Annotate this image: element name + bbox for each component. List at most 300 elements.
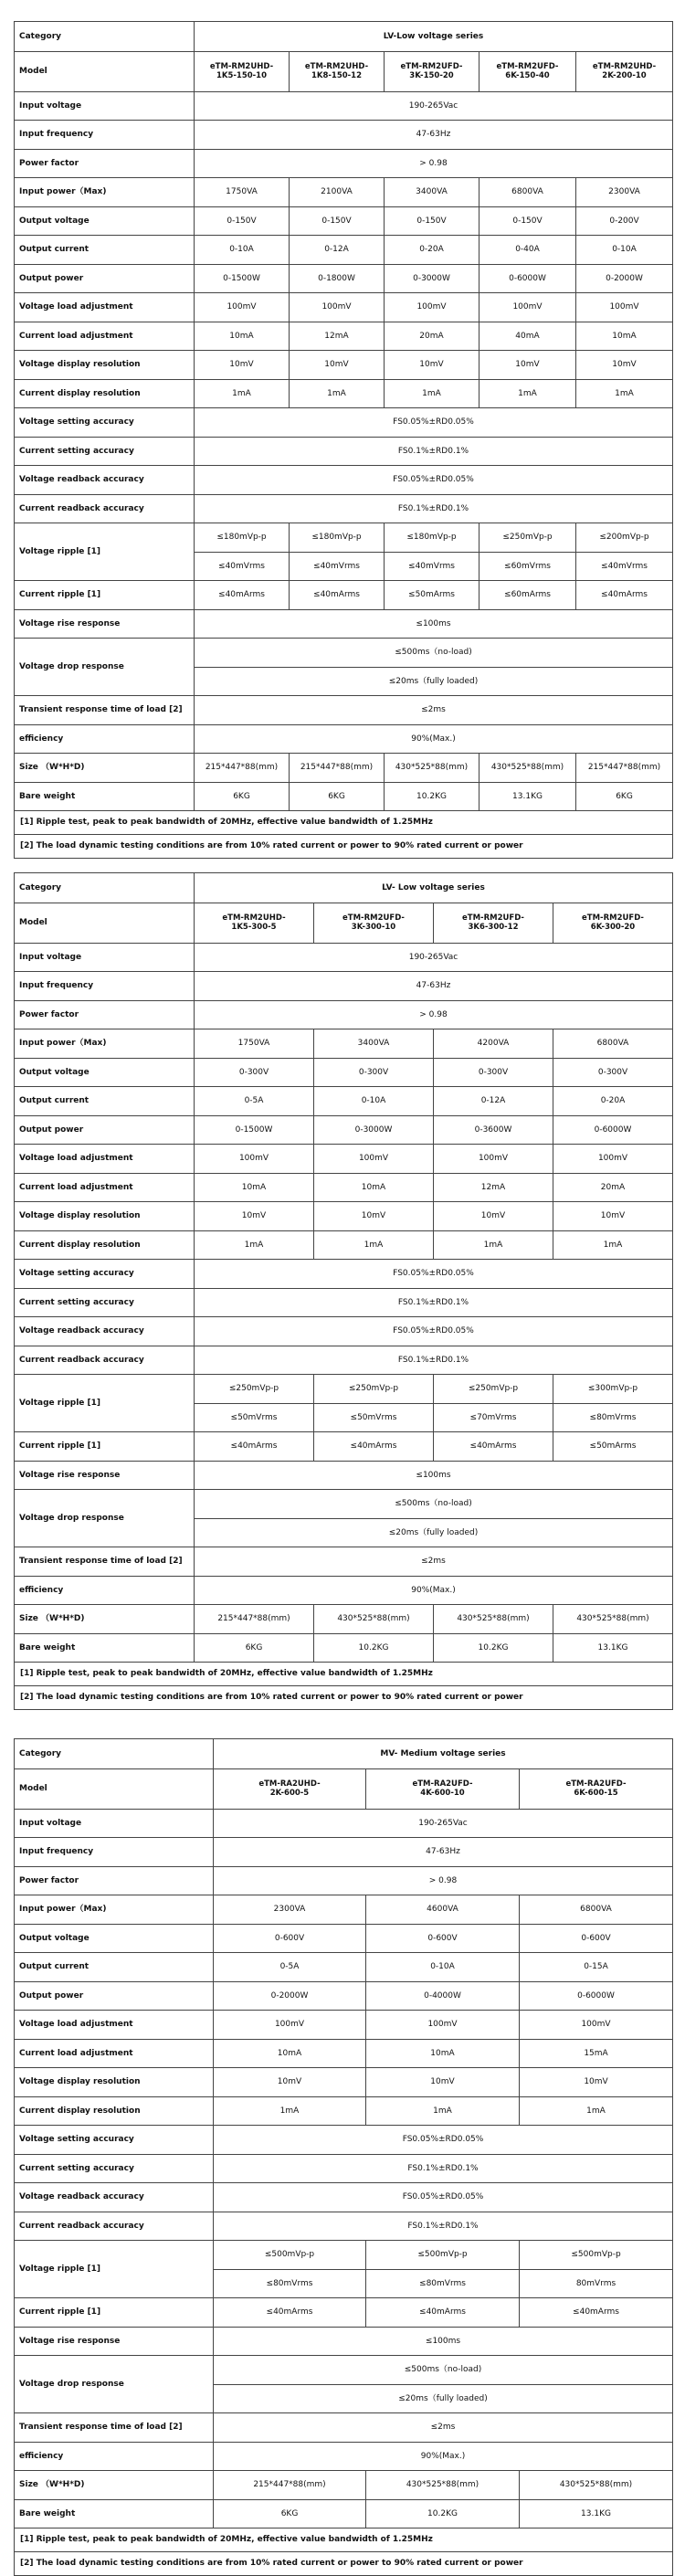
spec-label: Transient response time of load [2] <box>15 1547 195 1577</box>
spec-label: Input power（Max) <box>15 178 195 207</box>
spec-label: Power factor <box>15 150 195 178</box>
spec-value: 0-12A <box>434 1087 553 1116</box>
spec-value: ≤60mVrms <box>480 553 576 581</box>
model-name: eTM-RM2UFD- 3K6-300-12 <box>434 903 553 944</box>
spec-label: Current setting accuracy <box>15 2155 214 2183</box>
spec-value: 90%(Max.) <box>195 725 673 754</box>
spec-label: Current ripple [1] <box>15 1432 195 1462</box>
spec-label: Output current <box>15 1953 214 1982</box>
spec-value: 0-3600W <box>434 1116 553 1145</box>
spec-value: ≤20ms（fully loaded) <box>195 668 673 696</box>
spec-row-voltage-display-resolution <box>15 351 673 380</box>
spec-value: ≤500ms（no-load) <box>214 2356 673 2385</box>
spec-value: FS0.1%±RD0.1% <box>214 2212 673 2241</box>
spec-value: 40mA <box>480 322 576 351</box>
spec-value: ≤40mArms <box>195 1432 314 1462</box>
spec-row-voltage-load-adjustment <box>15 293 673 322</box>
spec-value: 12mA <box>290 322 385 351</box>
spec-value: FS0.05%±RD0.05% <box>195 1260 673 1289</box>
spec-label: Voltage rise response <box>15 2328 214 2356</box>
spec-value: 10mV <box>214 2068 366 2097</box>
spec-value: 0-150V <box>290 207 385 236</box>
spec-table-lv-150v <box>14 21 673 859</box>
spec-label: Voltage readback accuracy <box>15 1317 195 1346</box>
spec-value: 1mA <box>576 380 673 408</box>
model-name: eTM-RM2UFD- 3K-300-10 <box>314 903 434 944</box>
spec-value: 15mA <box>520 2040 673 2068</box>
spec-value: 1mA <box>385 380 480 408</box>
spec-value: ≤100ms <box>195 610 673 639</box>
spec-value: 1mA <box>195 1231 314 1260</box>
spec-value: ≤40mArms <box>576 581 673 610</box>
spec-value: 10mA <box>195 322 290 351</box>
spec-row-output-current <box>15 236 673 265</box>
spec-label: Output power <box>15 1116 195 1145</box>
spec-value: 100mV <box>434 1145 553 1174</box>
spec-label: Current display resolution <box>15 1231 195 1260</box>
spec-label: Size （W*H*D) <box>15 1605 195 1634</box>
spec-value: 90%(Max.) <box>195 1577 673 1605</box>
spec-label: Voltage ripple [1] <box>15 2241 214 2298</box>
spec-value: FS0.05%±RD0.05% <box>195 1317 673 1346</box>
spec-row-current-ripple <box>15 581 673 610</box>
spec-value: 100mV <box>314 1145 434 1174</box>
spec-value: 0-150V <box>480 207 576 236</box>
spec-label: Voltage readback accuracy <box>15 466 195 495</box>
spec-value: 190-265Vac <box>214 1810 673 1838</box>
spec-label: Voltage drop response <box>15 1490 195 1547</box>
spec-value: ≤40mArms <box>314 1432 434 1462</box>
spec-value: 1750VA <box>195 1029 314 1059</box>
series-name: LV- Low voltage series <box>195 873 673 903</box>
spec-row-transient-response <box>15 1547 673 1577</box>
spec-value: ≤500mVp-p <box>520 2241 673 2270</box>
spec-label: Current load adjustment <box>15 2040 214 2068</box>
spec-row-input-frequency <box>15 121 673 150</box>
spec-value: 10mV <box>520 2068 673 2097</box>
spec-value: 47-63Hz <box>195 972 673 1001</box>
spec-table-mv-600v <box>14 1738 673 2576</box>
spec-value: 10mV <box>195 351 290 380</box>
model-name: eTM-RM2UFD- 6K-300-20 <box>553 903 673 944</box>
spec-value: ≤40mVrms <box>290 553 385 581</box>
spec-value: ≤80mVrms <box>553 1404 673 1432</box>
spec-value: 6800VA <box>520 1895 673 1925</box>
model-label: Model <box>15 52 195 92</box>
spec-value: ≤40mArms <box>214 2298 366 2328</box>
spec-row-power-factor <box>15 1867 673 1895</box>
spec-row-input-voltage <box>15 944 673 972</box>
model-label: Model <box>15 1769 214 1810</box>
spec-row-input-power <box>15 1895 673 1925</box>
spec-value: 0-300V <box>553 1059 673 1087</box>
spec-value: 10mV <box>385 351 480 380</box>
spec-row-input-frequency <box>15 1838 673 1867</box>
spec-value: 10mA <box>576 322 673 351</box>
spec-value: 215*447*88(mm) <box>576 754 673 783</box>
spec-value: ≤250mVp-p <box>434 1375 553 1404</box>
spec-row-input-voltage <box>15 92 673 121</box>
spec-label: Current load adjustment <box>15 1174 195 1202</box>
spec-row-input-frequency <box>15 972 673 1001</box>
spec-value: ≤500mVp-p <box>366 2241 520 2270</box>
series-name: LV-Low voltage series <box>195 22 673 52</box>
spec-value: 0-200V <box>576 207 673 236</box>
spec-row-current-setting-accuracy <box>15 438 673 466</box>
spec-value: FS0.05%±RD0.05% <box>195 466 673 495</box>
spec-label: Current readback accuracy <box>15 1346 195 1375</box>
spec-value: 10.2KG <box>385 783 480 811</box>
spec-value: ≤500ms（no-load) <box>195 639 673 668</box>
spec-value: 1mA <box>434 1231 553 1260</box>
spec-value: 0-40A <box>480 236 576 265</box>
spec-label: Input power（Max) <box>15 1895 214 1925</box>
footnote-row <box>15 835 673 859</box>
spec-row-current-ripple <box>15 2298 673 2328</box>
spec-row-bare-weight <box>15 783 673 811</box>
spec-value: FS0.05%±RD0.05% <box>214 2126 673 2155</box>
model-name: eTM-RA2UFD- 6K-600-15 <box>520 1769 673 1810</box>
spec-value: 12mA <box>434 1174 553 1202</box>
spec-value: 0-20A <box>385 236 480 265</box>
spec-value: ≤40mVrms <box>576 553 673 581</box>
spec-value: ≤500mVp-p <box>214 2241 366 2270</box>
spec-label: Power factor <box>15 1001 195 1029</box>
spec-row-current-setting-accuracy <box>15 2155 673 2183</box>
spec-value: 100mV <box>576 293 673 322</box>
spec-value: 0-3000W <box>314 1116 434 1145</box>
spec-value: 1mA <box>314 1231 434 1260</box>
spec-value: ≤20ms（fully loaded) <box>214 2385 673 2413</box>
spec-value: 1mA <box>520 2097 673 2126</box>
spec-label: Voltage setting accuracy <box>15 2126 214 2155</box>
spec-value: 1mA <box>290 380 385 408</box>
spec-value: ≤500ms（no-load) <box>195 1490 673 1519</box>
spec-value: 0-300V <box>434 1059 553 1087</box>
category-label: Category <box>15 22 195 52</box>
spec-label: Voltage setting accuracy <box>15 1260 195 1289</box>
spec-value: 1mA <box>480 380 576 408</box>
spec-value: 100mV <box>385 293 480 322</box>
spec-value: ≤40mArms <box>195 581 290 610</box>
spec-label: Voltage display resolution <box>15 2068 214 2097</box>
spec-value: 6800VA <box>480 178 576 207</box>
spec-value: ≤50mVrms <box>314 1404 434 1432</box>
spec-row-size <box>15 754 673 783</box>
spec-value: ≤40mVrms <box>385 553 480 581</box>
spec-value: 0-1500W <box>195 265 290 293</box>
spec-value: ≤180mVp-p <box>385 523 480 553</box>
spec-value: 190-265Vac <box>195 92 673 121</box>
footnote-row <box>15 2528 673 2552</box>
spec-value: 4600VA <box>366 1895 520 1925</box>
spec-value: FS0.05%±RD0.05% <box>214 2183 673 2212</box>
spec-value: ≤70mVrms <box>434 1404 553 1432</box>
spec-value: 0-300V <box>314 1059 434 1087</box>
spec-value: ≤80mVrms <box>366 2270 520 2298</box>
spec-row-input-voltage <box>15 1810 673 1838</box>
spec-value: 430*525*88(mm) <box>366 2471 520 2500</box>
spec-label: Current ripple [1] <box>15 2298 214 2328</box>
spec-label: Voltage readback accuracy <box>15 2183 214 2212</box>
spec-row-voltage-drop-response <box>15 639 673 668</box>
spec-value: 430*525*88(mm) <box>385 754 480 783</box>
spec-row-current-readback-accuracy <box>15 1346 673 1375</box>
spec-value: 10mV <box>366 2068 520 2097</box>
spec-value: 2300VA <box>214 1895 366 1925</box>
spec-value: 215*447*88(mm) <box>214 2471 366 2500</box>
spec-value: 47-63Hz <box>195 121 673 150</box>
spec-value: 47-63Hz <box>214 1838 673 1867</box>
spec-row-bare-weight <box>15 1634 673 1663</box>
spec-row-transient-response <box>15 696 673 725</box>
spec-value: 3400VA <box>385 178 480 207</box>
spec-value: ≤200mVp-p <box>576 523 673 553</box>
spec-row-voltage-drop-response <box>15 2356 673 2385</box>
spec-row-voltage-readback-accuracy <box>15 466 673 495</box>
spec-row-voltage-setting-accuracy <box>15 2126 673 2155</box>
spec-label: Output power <box>15 1982 214 2011</box>
spec-value: 1750VA <box>195 178 290 207</box>
spec-row-output-voltage <box>15 1925 673 1953</box>
spec-label: Voltage load adjustment <box>15 293 195 322</box>
spec-value: 100mV <box>520 2011 673 2040</box>
spec-value: 10.2KG <box>366 2500 520 2528</box>
spec-label: Current readback accuracy <box>15 495 195 523</box>
spec-value: 100mV <box>195 1145 314 1174</box>
spec-row-efficiency <box>15 725 673 754</box>
model-label: Model <box>15 903 195 944</box>
spec-row-output-current <box>15 1087 673 1116</box>
spec-row-input-power <box>15 1029 673 1059</box>
spec-value: 190-265Vac <box>195 944 673 972</box>
spec-value: 0-300V <box>195 1059 314 1087</box>
model-row <box>15 52 673 92</box>
spec-value: 1mA <box>214 2097 366 2126</box>
spec-value: 13.1KG <box>553 1634 673 1663</box>
category-row <box>15 22 673 52</box>
model-name: eTM-RM2UHD- 2K-200-10 <box>576 52 673 92</box>
spec-value: ≤250mVp-p <box>480 523 576 553</box>
model-name: eTM-RM2UHD- 1K8-150-12 <box>290 52 385 92</box>
spec-row-voltage-readback-accuracy <box>15 2183 673 2212</box>
spec-value: 100mV <box>366 2011 520 2040</box>
spec-value: 0-5A <box>195 1087 314 1116</box>
spec-value: 0-2000W <box>576 265 673 293</box>
spec-label: Input voltage <box>15 944 195 972</box>
spec-value: 430*525*88(mm) <box>520 2471 673 2500</box>
spec-value: 6KG <box>290 783 385 811</box>
model-row <box>15 1769 673 1810</box>
spec-label: Current setting accuracy <box>15 1289 195 1317</box>
spec-value: ≤300mVp-p <box>553 1375 673 1404</box>
model-name: eTM-RA2UFD- 4K-600-10 <box>366 1769 520 1810</box>
spec-value: 0-10A <box>366 1953 520 1982</box>
spec-value: 20mA <box>385 322 480 351</box>
spec-value: 80mVrms <box>520 2270 673 2298</box>
spec-value: 10mA <box>314 1174 434 1202</box>
spec-value: 10mA <box>195 1174 314 1202</box>
spec-label: Input power（Max) <box>15 1029 195 1059</box>
spec-label: Output current <box>15 236 195 265</box>
spec-row-current-readback-accuracy <box>15 495 673 523</box>
spec-label: efficiency <box>15 2443 214 2471</box>
spec-value: ≤2ms <box>195 1547 673 1577</box>
spec-row-voltage-display-resolution <box>15 2068 673 2097</box>
spec-value: 100mV <box>290 293 385 322</box>
spec-row-output-voltage <box>15 207 673 236</box>
model-name: eTM-RM2UHD- 1K5-150-10 <box>195 52 290 92</box>
spec-value: 10mV <box>314 1202 434 1231</box>
spec-value: FS0.1%±RD0.1% <box>195 1346 673 1375</box>
spec-label: Current setting accuracy <box>15 438 195 466</box>
footnote-row <box>15 1663 673 1686</box>
spec-value: 0-600V <box>214 1925 366 1953</box>
footnote: [1] Ripple test, peak to peak bandwidth of 20MHz, effective value bandwidth of 1.25MHz <box>15 811 673 835</box>
category-row <box>15 873 673 903</box>
spec-value: 6800VA <box>553 1029 673 1059</box>
spec-value: > 0.98 <box>195 150 673 178</box>
spec-label: Power factor <box>15 1867 214 1895</box>
spec-label: Voltage ripple [1] <box>15 1375 195 1432</box>
spec-row-voltage-display-resolution <box>15 1202 673 1231</box>
spec-value: ≤100ms <box>195 1462 673 1490</box>
spec-value: 0-12A <box>290 236 385 265</box>
spec-value: ≤180mVp-p <box>290 523 385 553</box>
spec-label: Bare weight <box>15 2500 214 2528</box>
spec-row-input-power <box>15 178 673 207</box>
spec-row-current-display-resolution <box>15 2097 673 2126</box>
spec-label: Voltage load adjustment <box>15 2011 214 2040</box>
spec-label: Voltage display resolution <box>15 351 195 380</box>
spec-value: ≤40mArms <box>520 2298 673 2328</box>
spec-row-voltage-ripple <box>15 1375 673 1404</box>
spec-row-size <box>15 2471 673 2500</box>
spec-row-voltage-rise-response <box>15 610 673 639</box>
spec-value: 0-5A <box>214 1953 366 1982</box>
spec-label: Input voltage <box>15 1810 214 1838</box>
spec-value: ≤250mVp-p <box>195 1375 314 1404</box>
spec-label: Output power <box>15 265 195 293</box>
spec-row-voltage-readback-accuracy <box>15 1317 673 1346</box>
spec-value: ≤40mArms <box>366 2298 520 2328</box>
spec-label: Current display resolution <box>15 2097 214 2126</box>
spec-label: Current ripple [1] <box>15 581 195 610</box>
spec-value: 100mV <box>553 1145 673 1174</box>
spec-value: 0-20A <box>553 1087 673 1116</box>
spec-value: 0-10A <box>576 236 673 265</box>
spec-row-power-factor <box>15 150 673 178</box>
spec-value: 13.1KG <box>520 2500 673 2528</box>
spec-label: Output voltage <box>15 207 195 236</box>
spec-value: 0-10A <box>195 236 290 265</box>
spec-row-voltage-setting-accuracy <box>15 1260 673 1289</box>
spec-value: > 0.98 <box>195 1001 673 1029</box>
spec-value: 0-4000W <box>366 1982 520 2011</box>
footnote-row <box>15 1686 673 1710</box>
spec-label: efficiency <box>15 1577 195 1605</box>
spec-value: 0-1500W <box>195 1116 314 1145</box>
spec-value: FS0.05%±RD0.05% <box>195 408 673 438</box>
spec-row-current-load-adjustment <box>15 2040 673 2068</box>
spec-label: Bare weight <box>15 783 195 811</box>
spec-value: 1mA <box>366 2097 520 2126</box>
spec-value: 0-6000W <box>553 1116 673 1145</box>
spec-row-voltage-drop-response <box>15 1490 673 1519</box>
spec-value: 1mA <box>195 380 290 408</box>
spec-value: 0-1800W <box>290 265 385 293</box>
spec-value: 6KG <box>214 2500 366 2528</box>
model-name: eTM-RM2UHD- 1K5-300-5 <box>195 903 314 944</box>
category-row <box>15 1739 673 1769</box>
spec-label: Current display resolution <box>15 380 195 408</box>
spec-label: Current readback accuracy <box>15 2212 214 2241</box>
spec-row-current-load-adjustment <box>15 322 673 351</box>
spec-label: Size （W*H*D) <box>15 754 195 783</box>
spec-value: ≤40mArms <box>290 581 385 610</box>
spec-value: FS0.1%±RD0.1% <box>195 438 673 466</box>
model-row <box>15 903 673 944</box>
spec-value: 6KG <box>576 783 673 811</box>
spec-value: ≤50mArms <box>553 1432 673 1462</box>
spec-row-power-factor <box>15 1001 673 1029</box>
model-name: eTM-RM2UFD- 3K-150-20 <box>385 52 480 92</box>
footnote: [2] The load dynamic testing conditions are from 10% rated current or power to 90% rated current or power <box>15 2552 673 2576</box>
footnote: [2] The load dynamic testing conditions are from 10% rated current or power to 90% rated current or power <box>15 1686 673 1710</box>
spec-row-current-display-resolution <box>15 380 673 408</box>
spec-value: FS0.1%±RD0.1% <box>214 2155 673 2183</box>
spec-label: Size （W*H*D) <box>15 2471 214 2500</box>
spec-value: 10mV <box>480 351 576 380</box>
spec-row-efficiency <box>15 2443 673 2471</box>
spec-value: 430*525*88(mm) <box>553 1605 673 1634</box>
spec-label: Voltage load adjustment <box>15 1145 195 1174</box>
spec-value: 100mV <box>195 293 290 322</box>
spec-value: ≤40mArms <box>434 1432 553 1462</box>
spec-label: Bare weight <box>15 1634 195 1663</box>
spec-value: 10.2KG <box>434 1634 553 1663</box>
spec-value: ≤50mArms <box>385 581 480 610</box>
spec-row-voltage-ripple <box>15 523 673 553</box>
spec-value: 10mV <box>290 351 385 380</box>
category-label: Category <box>15 1739 214 1769</box>
spec-value: 10mV <box>195 1202 314 1231</box>
spec-value: 0-6000W <box>480 265 576 293</box>
spec-label: Output voltage <box>15 1925 214 1953</box>
spec-value: 6KG <box>195 1634 314 1663</box>
spec-row-voltage-load-adjustment <box>15 1145 673 1174</box>
footnote-row <box>15 2552 673 2576</box>
spec-value: 6KG <box>195 783 290 811</box>
spec-row-efficiency <box>15 1577 673 1605</box>
spec-value: 215*447*88(mm) <box>290 754 385 783</box>
spec-value: 2300VA <box>576 178 673 207</box>
spec-value: FS0.1%±RD0.1% <box>195 495 673 523</box>
spec-row-current-load-adjustment <box>15 1174 673 1202</box>
spec-label: Voltage rise response <box>15 610 195 639</box>
spec-label: Voltage rise response <box>15 1462 195 1490</box>
spec-label: Input voltage <box>15 92 195 121</box>
spec-value: 0-600V <box>520 1925 673 1953</box>
spec-row-output-voltage <box>15 1059 673 1087</box>
spec-row-voltage-load-adjustment <box>15 2011 673 2040</box>
series-name: MV- Medium voltage series <box>214 1739 673 1769</box>
spec-value: 1mA <box>553 1231 673 1260</box>
spec-label: Voltage ripple [1] <box>15 523 195 581</box>
spec-value: 0-3000W <box>385 265 480 293</box>
spec-value: 215*447*88(mm) <box>195 754 290 783</box>
spec-value: 90%(Max.) <box>214 2443 673 2471</box>
